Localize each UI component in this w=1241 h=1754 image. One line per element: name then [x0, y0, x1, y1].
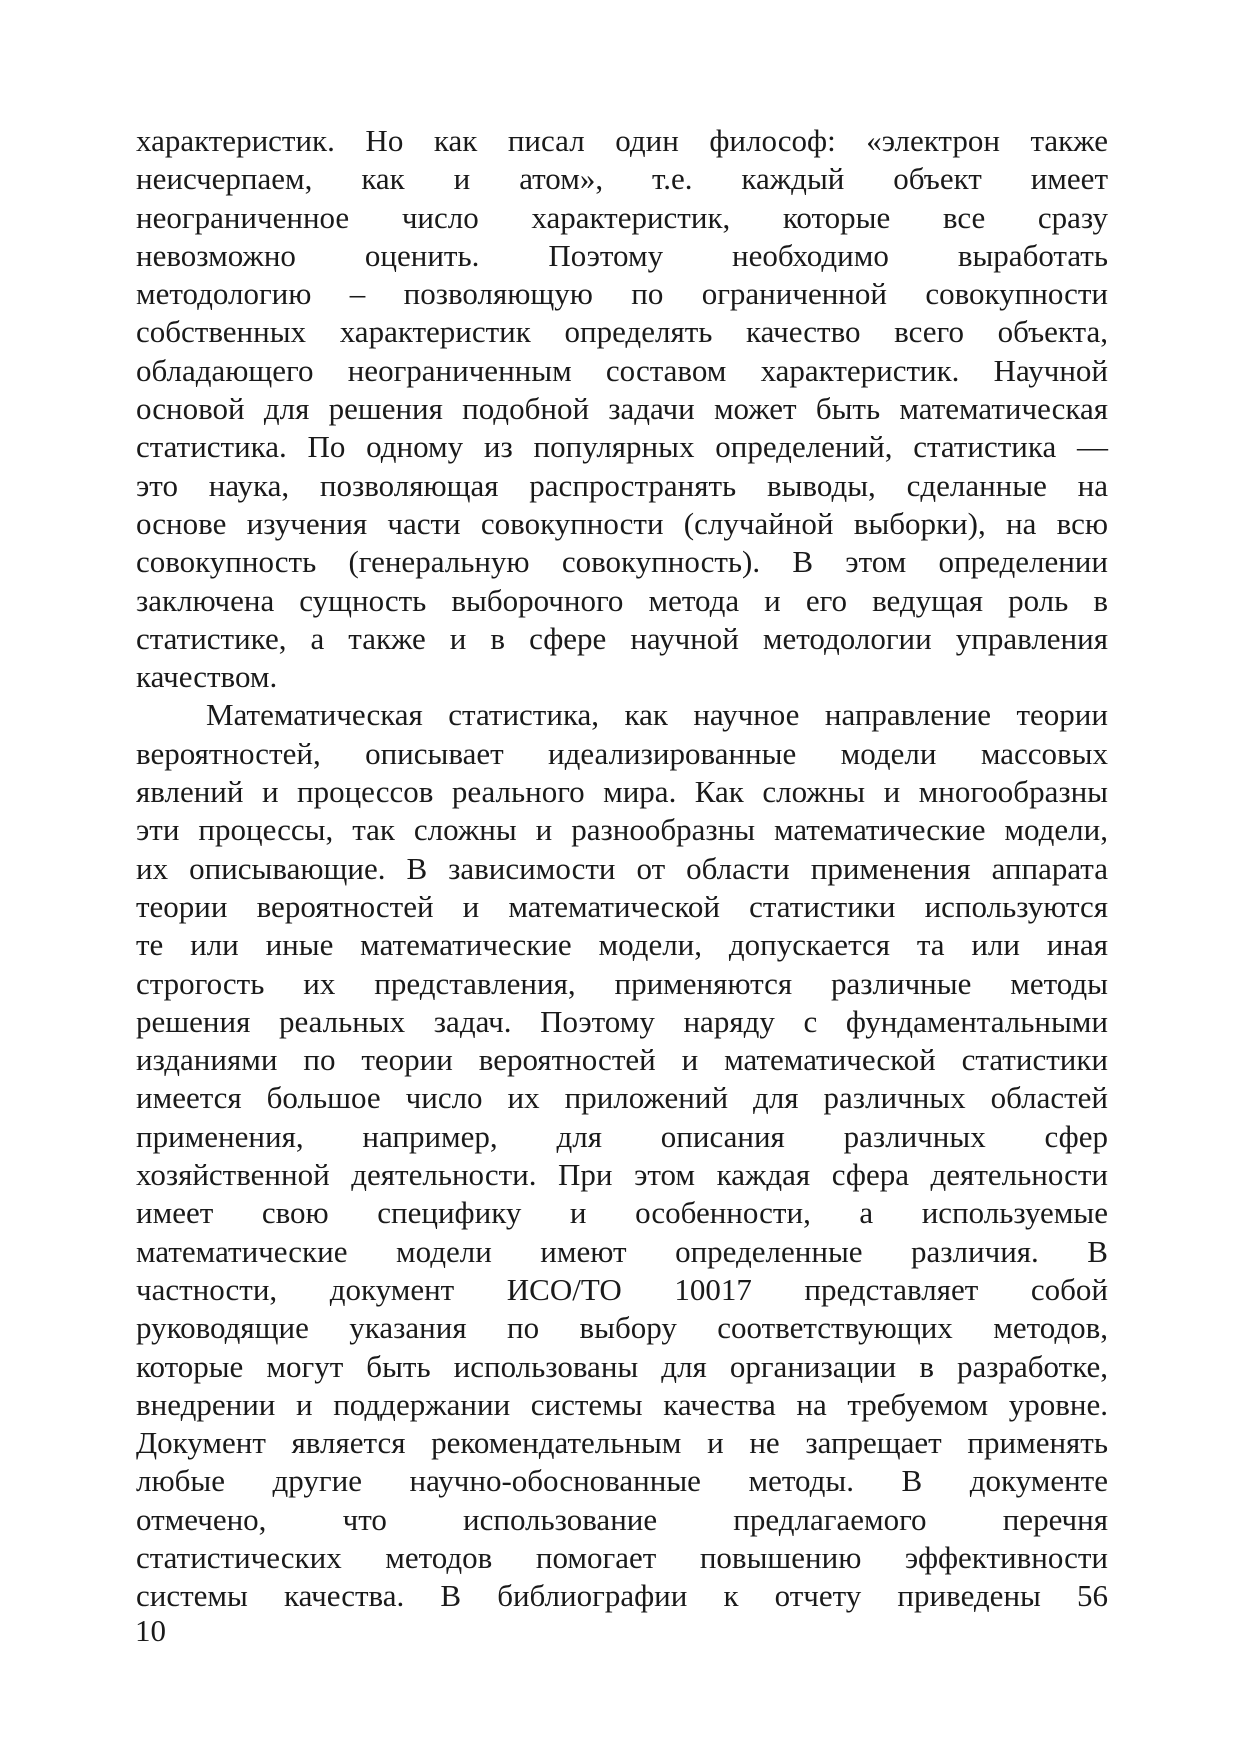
text-line: основе изучения части совокупности (случайной выборки), на всю [136, 505, 1108, 541]
text-line: заключена сущность выборочного метода и его ведущая роль в [136, 582, 1108, 618]
text-line: статистика. По одному из популярных определений, статистика — [136, 429, 1108, 465]
text-line: совокупность (генеральную совокупность). В этом определении [136, 544, 1108, 580]
text-line: математические модели имеют определенные различия. В [136, 1233, 1108, 1269]
text-line: применения, например, для описания различных сфер [136, 1118, 1108, 1154]
text-line: изданиями по теории вероятностей и математической статистики [136, 1042, 1108, 1078]
text-line: имеет свою специфику и особенности, а используемые [136, 1195, 1108, 1231]
text-line: те или иные математические модели, допускается та или иная [136, 927, 1108, 963]
text-line: любые другие научно-обоснованные методы. В документе [136, 1463, 1108, 1499]
text-line: частности, документ ИСО/ТО 10017 представляет собой [136, 1271, 1108, 1307]
text-line: внедрении и поддержании системы качества на требуемом уровне. [136, 1386, 1108, 1422]
text-line: руководящие указания по выбору соответствующих методов, [136, 1310, 1108, 1346]
page-number: 10 [135, 1613, 166, 1648]
text-line: основой для решения подобной задачи может быть математическая [136, 391, 1108, 427]
text-line: системы качества. В библиографии к отчету приведены 56 [136, 1578, 1108, 1614]
body-text [136, 122, 1108, 1616]
text-line: строгость их представления, применяются различные методы [136, 965, 1108, 1001]
text-line: их описывающие. В зависимости от области применения аппарата [136, 850, 1108, 886]
text-line: статистических методов помогает повышению эффективности [136, 1539, 1108, 1575]
text-line: собственных характеристик определять качество всего объекта, [136, 314, 1108, 350]
text-line: неограниченное число характеристик, которые все сразу [136, 199, 1108, 235]
text-line: Документ является рекомендательным и не запрещает применять [136, 1425, 1108, 1461]
text-line: явлений и процессов реального мира. Как сложны и многообразны [136, 774, 1108, 810]
text-line: имеется большое число их приложений для различных областей [136, 1080, 1108, 1116]
text-line: которые могут быть использованы для организации в разработке, [136, 1348, 1108, 1384]
text-line: методологию – позволяющую по ограниченной совокупности [136, 276, 1108, 312]
text-line: хозяйственной деятельности. При этом каждая сфера деятельности [136, 1157, 1108, 1193]
text-line: вероятностей, описывает идеализированные модели массовых [136, 735, 1108, 771]
text-line: статистике, а также и в сфере научной методологии управления [136, 620, 1108, 656]
text-line: эти процессы, так сложны и разнообразны математические модели, [136, 812, 1108, 848]
text-line: это наука, позволяющая распространять выводы, сделанные на [136, 467, 1108, 503]
text-line: характеристик. Но как писал один философ: «электрон также [136, 123, 1108, 158]
paragraph-start-line: Математическая статистика, как научное направление теории [206, 697, 1108, 733]
text-line: невозможно оценить. Поэтому необходимо выработать [136, 237, 1108, 273]
text-line: теории вероятностей и математической статистики используются [136, 888, 1108, 924]
text-line: решения реальных задач. Поэтому наряду с фундаментальными [136, 1003, 1108, 1039]
paragraph-end-line: качеством. [136, 659, 278, 695]
text-line: неисчерпаем, как и атом», т.е. каждый объект имеет [136, 161, 1108, 197]
text-line: отмечено, что использование предлагаемого перечня [136, 1501, 1108, 1537]
text-line: обладающего неограниченным составом характеристик. Научной [136, 352, 1108, 388]
